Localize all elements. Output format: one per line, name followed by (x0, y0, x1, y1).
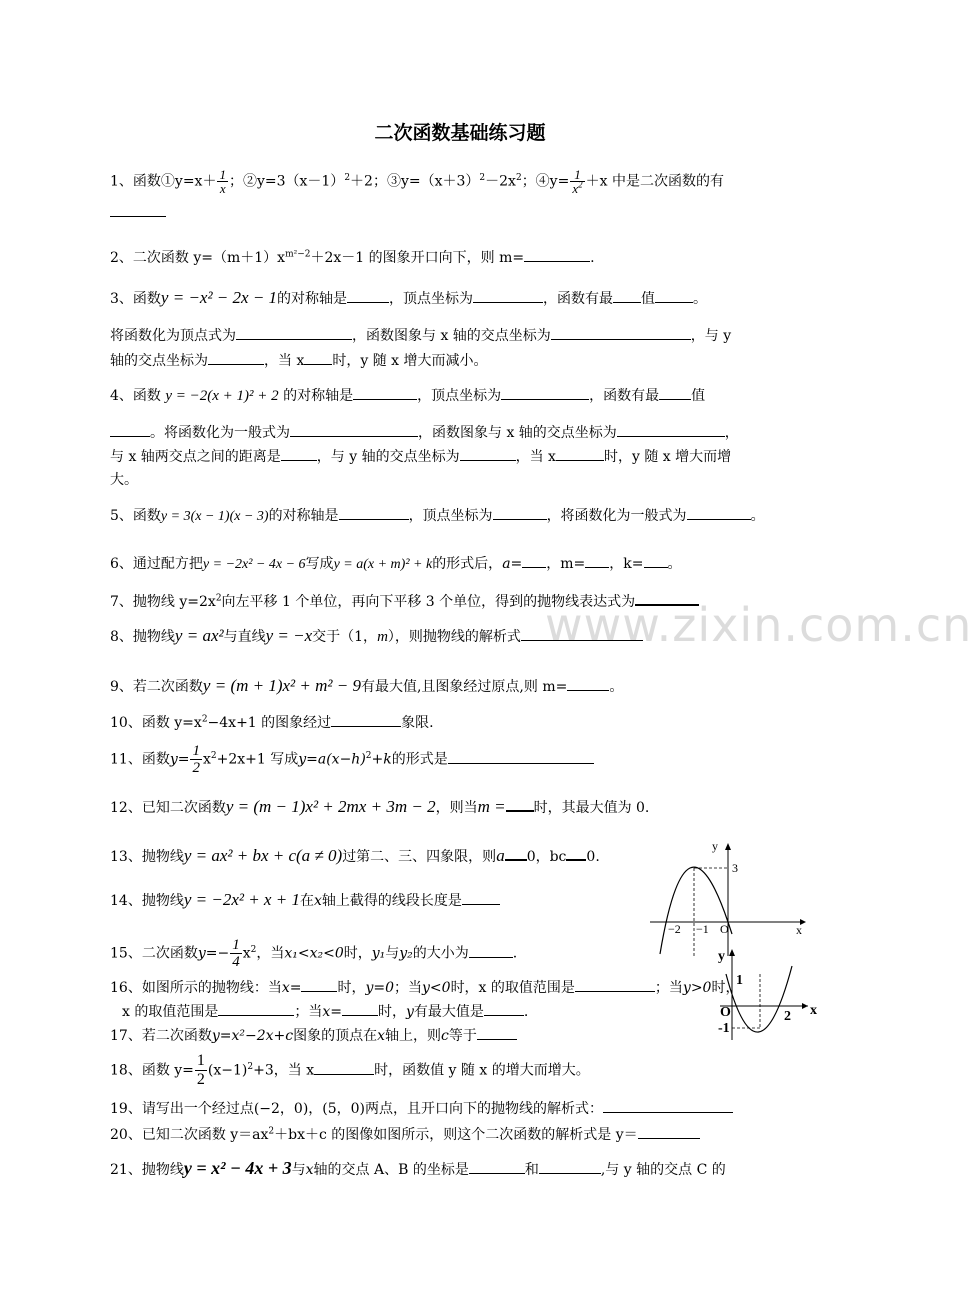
answer-blank[interactable] (469, 943, 513, 958)
answer-blank[interactable] (281, 446, 317, 461)
answer-blank[interactable] (339, 505, 409, 520)
question-4-line-3: 与 x 轴两交点之间的距离是 ，与 y 轴的交点坐标为 ，当 x 时，y 随 x 增大而增 (110, 446, 731, 467)
tick-label-3: 3 (732, 861, 738, 875)
answer-blank[interactable] (484, 1001, 524, 1016)
question-7: 7、抛物线 $y=2x^2$向左平移 1 个单位，再向下平移 3 个单位，得到的抛物线表达式为 (110, 590, 699, 612)
answer-blank[interactable] (353, 385, 417, 400)
parabola-curve (660, 867, 732, 954)
answer-blank[interactable] (644, 553, 668, 568)
answer-blank[interactable] (448, 749, 594, 764)
question-1: 1、函数①y=x＋ $\frac{1}{x}$ ；$②y=3(x-1)^2+2$；$③y=(x+3)^2-2x^2$；④y= $\frac{1}{x^2}$ ＋x 中是二次函数的有 (110, 167, 724, 196)
question-8: 8、抛物线y = ax²与直线y = −x交于（1，m），则抛物线的解析式 (110, 626, 643, 647)
answer-blank[interactable] (659, 385, 691, 400)
answer-blank[interactable] (477, 1025, 517, 1040)
answer-blank[interactable] (505, 845, 527, 861)
tick-label-minus-2: −2 (668, 922, 681, 936)
answer-blank[interactable] (110, 422, 150, 437)
answer-blank[interactable] (551, 325, 691, 340)
answer-blank[interactable] (524, 247, 590, 262)
answer-blank[interactable] (575, 977, 655, 992)
x-axis-label: x (810, 1003, 817, 1018)
answer-blank[interactable] (539, 1159, 601, 1174)
tick-label-minus-1: −1 (696, 922, 709, 936)
answer-blank[interactable] (208, 350, 264, 365)
origin-label: O (720, 922, 729, 936)
question-2: 2、二次函数 $y=(m+1)x^{m^2-2}+2x-1$ 的图象开口向下，则 m= . (110, 247, 595, 268)
y-axis-arrow (729, 949, 735, 956)
question-4: 4、函数 y = −2(x + 1)² + 2 的对称轴是 ，顶点坐标为 ，函数有最 值 (110, 385, 705, 406)
question-5: 5、函数y = 3(x − 1)(x − 3)的对称轴是 ，顶点坐标为 ，将函数化为一般式为 。 (110, 505, 765, 527)
answer-blank[interactable] (566, 845, 586, 861)
watermark: www.zixin.com.cn (545, 598, 972, 652)
question-17: 17、若二次函数y=x²−2x+c图象的顶点在x轴上，则c等于 (110, 1025, 517, 1046)
answer-blank[interactable] (462, 890, 500, 905)
x-axis-label: x (796, 923, 802, 937)
question-18: 18、函数 y= $\frac{1}{2}$ $(x-1)^2+3$，当 x 时，函数值 y 随 x 的增大而增大。 (110, 1052, 590, 1088)
answer-blank[interactable] (493, 505, 547, 520)
question-13: 13、抛物线y = ax² + bx + c(a ≠ 0)过第二、三、四象限，则a 0，bc 0. (110, 846, 600, 865)
parabola-graph-1 (648, 838, 808, 958)
question-14: 14、抛物线y = −2x² + x + 1在x轴上截得的线段长度是 (110, 890, 500, 911)
answer-blank[interactable] (290, 422, 418, 437)
question-9: 9、若二次函数y = (m + 1)x² + m² − 9有最大值,且图象经过原点,则 m= 。 (110, 676, 624, 695)
question-3-line-3: 轴的交点坐标为 ，当 x 时，y 随 x 增大而减小。 (110, 350, 488, 371)
answer-blank[interactable] (521, 626, 643, 641)
question-16-line-2: x 的取值范围是 ；当x= 时，y有最大值是 . (122, 1001, 528, 1022)
question-11: 11、函数y= $\frac{1}{2}$ $x^2+2x+1$ 写成$y=a(x-h)^2+k$的形式是 (110, 743, 594, 776)
answer-blank[interactable] (218, 1001, 294, 1016)
y-axis-label: y (718, 949, 725, 964)
question-3-line-2: 将函数化为顶点式为 ，函数图象与 x 轴的交点坐标为 ，与 y (110, 325, 731, 346)
answer-blank[interactable] (655, 288, 693, 303)
answer-blank[interactable] (506, 796, 534, 812)
question-10: 10、函数 $y=x^2-4x+1$ 的图象经过 象限. (110, 712, 434, 733)
answer-blank[interactable] (522, 553, 546, 568)
question-6: 6、通过配方把y = −2x² − 4x − 6写成y = a(x + m)² + k的形式后，a= ，m= ，k= 。 (110, 553, 682, 575)
question-4-line-4: 大。 (110, 472, 138, 488)
answer-blank[interactable] (460, 446, 516, 461)
tick-label-2: 2 (784, 1009, 791, 1024)
question-15: 15、二次函数y=− $\frac{1}{4}$ $x^2$，当x₁<x₂<0时，y₁与y₂的大小为 . (110, 937, 518, 970)
answer-blank[interactable] (301, 977, 337, 992)
tick-label-1: 1 (736, 973, 743, 988)
answer-blank[interactable] (613, 288, 641, 303)
answer-blank[interactable] (236, 325, 352, 340)
question-20: 20、已知二次函数 $y=ax^2+bx+c$ 的图像如图所示，则这个二次函数的解析式是 y＝ (110, 1124, 700, 1145)
parabola-graph-2 (700, 944, 820, 1044)
answer-blank[interactable] (342, 1001, 378, 1016)
y-axis-label: y (712, 839, 718, 853)
answer-blank[interactable] (635, 590, 699, 606)
answer-blank[interactable] (687, 505, 751, 520)
page-title: 二次函数基础练习题 (374, 122, 546, 144)
question-3: 3、函数y = −x² − 2x − 1的对称轴是 ，顶点坐标为 ，函数有最 值 。 (110, 288, 708, 307)
answer-blank[interactable] (638, 1124, 700, 1139)
answer-blank[interactable] (314, 1060, 374, 1075)
answer-blank[interactable] (304, 350, 332, 365)
answer-blank[interactable] (331, 712, 401, 727)
answer-blank[interactable] (567, 676, 609, 691)
answer-blank[interactable] (473, 288, 543, 303)
origin-label: O (720, 1005, 731, 1020)
question-21: 21、抛物线y = x² − 4x + 3与x轴的交点 A、B 的坐标是 和 ,与 y 轴的交点 C 的 (110, 1158, 726, 1178)
answer-blank[interactable] (617, 422, 725, 437)
question-16: 16、如图所示的抛物线：当x= 时，y=0；当y<0时，x 的取值范围是 ；当y>0时， (110, 977, 739, 998)
answer-blank[interactable] (501, 385, 589, 400)
question-12: 12、已知二次函数y = (m − 1)x² + 2mx + 3m − 2，则当m = 时，其最大值为 0. (110, 797, 650, 816)
question-4-line-2: 。将函数化为一般式为 ，函数图象与 x 轴的交点坐标为 ， (110, 422, 739, 443)
answer-blank[interactable] (469, 1159, 525, 1174)
tick-label-minus-1: -1 (718, 1021, 730, 1036)
y-axis-arrow (725, 843, 731, 850)
question-19: 19、请写出一个经过点(−2，0)，(5，0)两点，且开口向下的抛物线的解析式： (110, 1098, 733, 1119)
answer-blank[interactable] (347, 288, 389, 303)
answer-blank[interactable] (603, 1098, 733, 1113)
answer-blank[interactable] (110, 202, 166, 217)
x-axis-arrow (802, 1003, 808, 1009)
answer-blank[interactable] (556, 446, 604, 461)
answer-blank[interactable] (585, 553, 609, 568)
question-1-answer (110, 202, 166, 223)
